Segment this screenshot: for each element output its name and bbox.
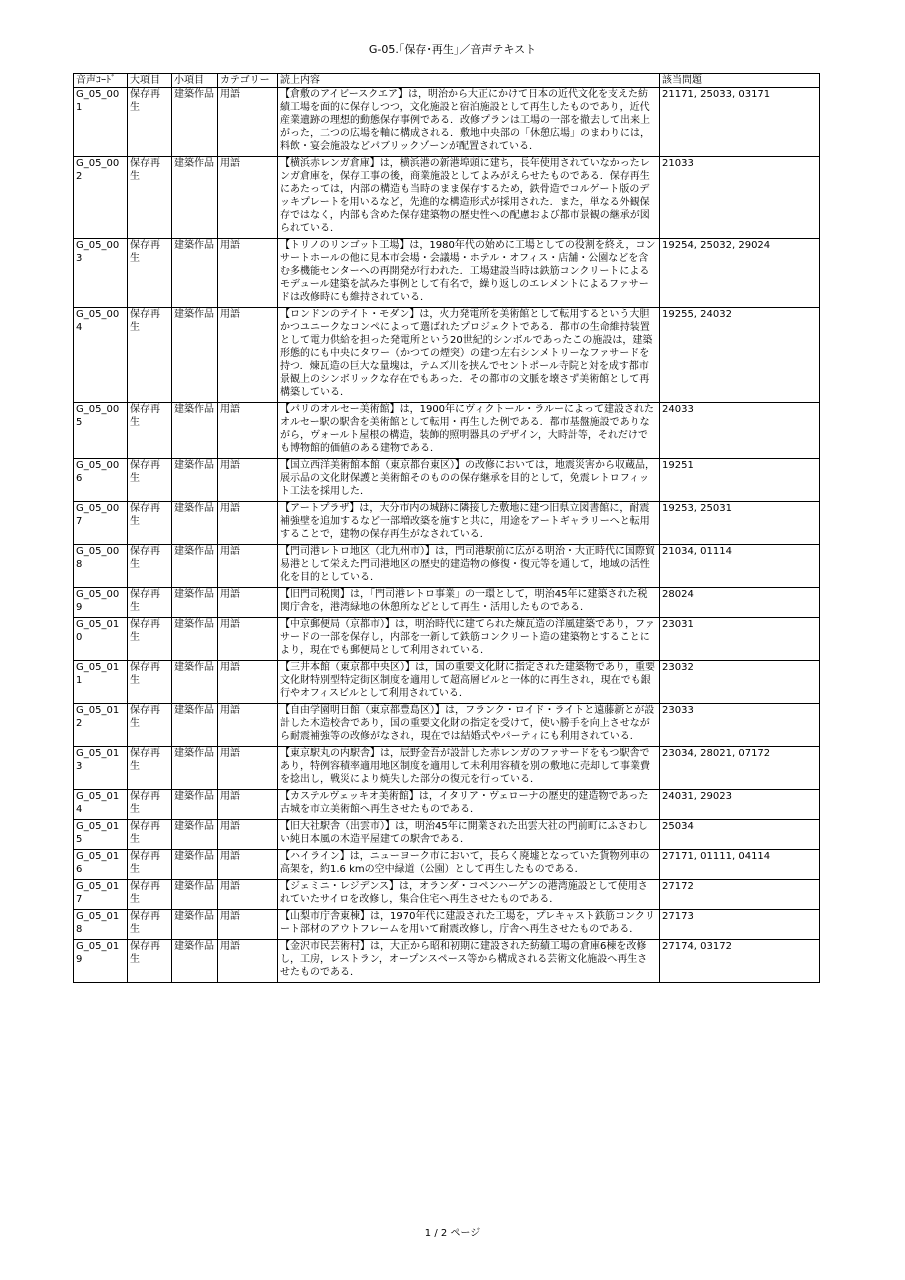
header-category: カテゴリー xyxy=(218,74,278,88)
related-questions-cell: 21034, 01114 xyxy=(660,545,820,588)
table-row xyxy=(74,502,820,545)
category-cell: 用語 xyxy=(218,588,278,618)
reading-text-cell: 【ロンドンのテイト・モダン】は，火力発電所を美術館として転用するという大胆かつユニークなコンペによって選ばれたプロジェクトである．都市の生命維持装置として電力供給を担った発電所という20世紀的シンボルであったこの施設は，建築形態的にも中央にタワー（かつての煙突）の建つ左右シンメトリーなファサードを持つ．煉瓦造の巨大な量塊は，テムズ川を挟んでセントポール寺院と対を成す都市景観上のシンボリックな存在でもあった．その都市の文脈を壊さず美術館として再構築している． xyxy=(278,308,660,403)
audio-code-cell: G_05_016 xyxy=(74,850,128,880)
audio-code-cell: G_05_012 xyxy=(74,704,128,747)
minor-item-cell: 建築作品 xyxy=(172,403,218,459)
reading-text-cell: 【ジェミニ・レジデンス】は，オランダ・コペンハーゲンの港湾施設として使用されていたサイロを改修し，集合住宅へ再生させたものである． xyxy=(278,880,660,910)
major-item-cell: 保存再生 xyxy=(128,88,172,157)
minor-item-cell: 建築作品 xyxy=(172,239,218,308)
major-item-cell: 保存再生 xyxy=(128,704,172,747)
minor-item-cell: 建築作品 xyxy=(172,502,218,545)
major-item-cell: 保存再生 xyxy=(128,820,172,850)
table-row xyxy=(74,661,820,704)
major-item-cell: 保存再生 xyxy=(128,880,172,910)
category-cell: 用語 xyxy=(218,704,278,747)
header-reading-text: 読上内容 xyxy=(278,74,660,88)
table-row xyxy=(74,910,820,940)
major-item-cell: 保存再生 xyxy=(128,747,172,790)
audio-code-cell: G_05_003 xyxy=(74,239,128,308)
audio-code-cell: G_05_019 xyxy=(74,940,128,983)
table-row xyxy=(74,588,820,618)
table-row xyxy=(74,747,820,790)
major-item-cell: 保存再生 xyxy=(128,910,172,940)
related-questions-cell: 27174, 03172 xyxy=(660,940,820,983)
minor-item-cell: 建築作品 xyxy=(172,940,218,983)
reading-text-cell: 【アートプラザ】は，大分市内の城跡に隣接した敷地に建つ旧県立図書館に，耐震補強壁を追加するなど一部増改築を施すと共に，用途をアートギャラリーへと転用することで，建物の保存再生がなされている． xyxy=(278,502,660,545)
page-number: 1 / 2 ページ xyxy=(424,1228,481,1239)
major-item-cell: 保存再生 xyxy=(128,545,172,588)
table-row xyxy=(74,459,820,502)
minor-item-cell: 建築作品 xyxy=(172,88,218,157)
category-cell: 用語 xyxy=(218,940,278,983)
minor-item-cell: 建築作品 xyxy=(172,820,218,850)
reading-text-cell: 【山梨市庁舎東棟】は，1970年代に建設された工場を，プレキャスト鉄筋コンクリート部材のアウトフレームを用いて耐震改修し，庁舎へ再生させたものである． xyxy=(278,910,660,940)
audio-code-cell: G_05_001 xyxy=(74,88,128,157)
category-cell: 用語 xyxy=(218,88,278,157)
minor-item-cell: 建築作品 xyxy=(172,618,218,661)
audio-code-cell: G_05_013 xyxy=(74,747,128,790)
related-questions-cell: 27173 xyxy=(660,910,820,940)
audio-code-cell: G_05_009 xyxy=(74,588,128,618)
minor-item-cell: 建築作品 xyxy=(172,459,218,502)
minor-item-cell: 建築作品 xyxy=(172,545,218,588)
category-cell: 用語 xyxy=(218,747,278,790)
major-item-cell: 保存再生 xyxy=(128,790,172,820)
header-minor-item: 小項目 xyxy=(172,74,218,88)
related-questions-cell: 23034, 28021, 07172 xyxy=(660,747,820,790)
category-cell: 用語 xyxy=(218,618,278,661)
major-item-cell: 保存再生 xyxy=(128,308,172,403)
reading-text-cell: 【ハイライン】は，ニューヨーク市において，長らく廃墟となっていた貨物列車の高架を，約1.6 kmの空中緑道（公園）として再生したものである． xyxy=(278,850,660,880)
table-row xyxy=(74,790,820,820)
related-questions-cell: 21033 xyxy=(660,157,820,239)
related-questions-cell: 25034 xyxy=(660,820,820,850)
table-row xyxy=(74,308,820,403)
reading-text-cell: 【旧門司税関】は，「門司港レトロ事業」の一環として，明治45年に建築された税関庁舎を，港湾緑地の休憩所などとして再生・活用したものである． xyxy=(278,588,660,618)
audio-code-cell: G_05_015 xyxy=(74,820,128,850)
minor-item-cell: 建築作品 xyxy=(172,588,218,618)
related-questions-cell: 19251 xyxy=(660,459,820,502)
major-item-cell: 保存再生 xyxy=(128,850,172,880)
related-questions-cell: 24031, 29023 xyxy=(660,790,820,820)
major-item-cell: 保存再生 xyxy=(128,239,172,308)
table-row xyxy=(74,618,820,661)
related-questions-cell: 28024 xyxy=(660,588,820,618)
related-questions-cell: 27171, 01111, 04114 xyxy=(660,850,820,880)
page-title: G-05.｢保存･再生｣／音声テキスト xyxy=(368,43,537,56)
table-row xyxy=(74,850,820,880)
category-cell: 用語 xyxy=(218,545,278,588)
audio-code-cell: G_05_002 xyxy=(74,157,128,239)
audio-code-cell: G_05_008 xyxy=(74,545,128,588)
category-cell: 用語 xyxy=(218,820,278,850)
category-cell: 用語 xyxy=(218,459,278,502)
audio-code-cell: G_05_006 xyxy=(74,459,128,502)
minor-item-cell: 建築作品 xyxy=(172,910,218,940)
category-cell: 用語 xyxy=(218,850,278,880)
minor-item-cell: 建築作品 xyxy=(172,308,218,403)
table-row xyxy=(74,88,820,157)
header-major-item: 大項目 xyxy=(128,74,172,88)
category-cell: 用語 xyxy=(218,880,278,910)
minor-item-cell: 建築作品 xyxy=(172,704,218,747)
table-row xyxy=(74,239,820,308)
minor-item-cell: 建築作品 xyxy=(172,747,218,790)
minor-item-cell: 建築作品 xyxy=(172,790,218,820)
category-cell: 用語 xyxy=(218,790,278,820)
table-row xyxy=(74,880,820,910)
reading-text-cell: 【門司港レトロ地区（北九州市）】は，門司港駅前に広がる明治・大正時代に国際貿易港として栄えた門司港地区の歴史的建造物の修復・復元等を通して，地域の活性化を目的としている． xyxy=(278,545,660,588)
category-cell: 用語 xyxy=(218,403,278,459)
audio-code-cell: G_05_011 xyxy=(74,661,128,704)
audio-code-cell: G_05_005 xyxy=(74,403,128,459)
related-questions-cell: 24033 xyxy=(660,403,820,459)
table-row xyxy=(74,403,820,459)
minor-item-cell: 建築作品 xyxy=(172,850,218,880)
reading-text-cell: 【横浜赤レンガ倉庫】は，横浜港の新港埠頭に建ち，長年使用されていなかったレンガ倉庫を，保存工事の後，商業施設としてよみがえらせたものである．保存再生にあたっては，内部の構造も当時のまま保存するため，鉄骨造でコルゲート版のデッキプレートを用いるなど，先進的な構造形式が採用された．また，単なる外観保存ではなく，内部も含めた保存建築物の歴史性への配慮および都市景観の継承が図られている． xyxy=(278,157,660,239)
major-item-cell: 保存再生 xyxy=(128,403,172,459)
related-questions-cell: 19254, 25032, 29024 xyxy=(660,239,820,308)
category-cell: 用語 xyxy=(218,157,278,239)
minor-item-cell: 建築作品 xyxy=(172,880,218,910)
reading-text-cell: 【カステルヴェッキオ美術館】は，イタリア・ヴェローナの歴史的建造物であった古城を市立美術館へ再生させたものである． xyxy=(278,790,660,820)
reading-text-cell: 【中京郵便局（京都市）】は，明治時代に建てられた煉瓦造の洋風建築であり，ファサードの一部を保存し，内部を一新して鉄筋コンクリート造の建築物とすることにより，現在でも郵便局として利用されている． xyxy=(278,618,660,661)
major-item-cell: 保存再生 xyxy=(128,588,172,618)
related-questions-cell: 23032 xyxy=(660,661,820,704)
major-item-cell: 保存再生 xyxy=(128,459,172,502)
audio-code-cell: G_05_017 xyxy=(74,880,128,910)
related-questions-cell: 19253, 25031 xyxy=(660,502,820,545)
reading-text-cell: 【東京駅丸の内駅舎】は，辰野金吾が設計した赤レンガのファサードをもつ駅舎であり，特例容積率適用地区制度を適用して未利用容積を別の敷地に売却して事業費を捻出し，戦災により焼失した部分の復元を行っている． xyxy=(278,747,660,790)
category-cell: 用語 xyxy=(218,239,278,308)
reading-text-cell: 【三井本館（東京都中央区）】は，国の重要文化財に指定された建築物であり，重要文化財特別型特定街区制度を適用して超高層ビルと一体的に再生され，現在でも銀行やオフィスビルとして利用されている． xyxy=(278,661,660,704)
related-questions-cell: 21171, 25033, 03171 xyxy=(660,88,820,157)
minor-item-cell: 建築作品 xyxy=(172,661,218,704)
reading-text-cell: 【自由学園明日館（東京都豊島区）】は，フランク・ロイド・ライトと遠藤新とが設計した木造校舎であり，国の重要文化財の指定を受けて，使い勝手を向上させながら耐震補強等の改修がなされ，現在では結婚式やパーティにも利用されている． xyxy=(278,704,660,747)
reading-text-cell: 【パリのオルセー美術館】は，1900年にヴィクトール・ラルーによって建設されたオルセー駅の駅舎を美術館として転用・再生した例である．都市基盤施設でありながら，ヴォールト屋根の構造，装飾的照明器具のデザイン，大時計等，それだけでも博物館的価値のある建物である． xyxy=(278,403,660,459)
related-questions-cell: 23031 xyxy=(660,618,820,661)
reading-text-cell: 【国立西洋美術館本館（東京都台東区）】の改修においては，地震災害から収蔵品，展示品の文化財保護と美術館そのものの保存継承を目的として，免震レトロフィット工法を採用した． xyxy=(278,459,660,502)
category-cell: 用語 xyxy=(218,910,278,940)
category-cell: 用語 xyxy=(218,308,278,403)
audio-text-table xyxy=(73,73,820,983)
audio-code-cell: G_05_007 xyxy=(74,502,128,545)
audio-code-cell: G_05_014 xyxy=(74,790,128,820)
minor-item-cell: 建築作品 xyxy=(172,157,218,239)
category-cell: 用語 xyxy=(218,502,278,545)
related-questions-cell: 27172 xyxy=(660,880,820,910)
table-row xyxy=(74,704,820,747)
table-row xyxy=(74,545,820,588)
header-audio-code: 音声ｺｰﾄﾞ xyxy=(74,74,128,88)
table-row xyxy=(74,940,820,983)
table-header-row xyxy=(74,74,820,88)
reading-text-cell: 【トリノのリンゴット工場】は，1980年代の始めに工場としての役割を終え，コンサートホールの他に見本市会場・会議場・ホテル・オフィス・店舗・公園などを含む多機能センターへの再開発が行われた．工場建設当時は鉄筋コンクリートによるモデュール建築を試みた事例として有名で，繰り返しのエレメントによるファサードは改修時にも維持されている． xyxy=(278,239,660,308)
major-item-cell: 保存再生 xyxy=(128,661,172,704)
header-related-questions: 該当問題 xyxy=(660,74,820,88)
major-item-cell: 保存再生 xyxy=(128,502,172,545)
audio-code-cell: G_05_004 xyxy=(74,308,128,403)
reading-text-cell: 【倉敷のアイビースクエア】は，明治から大正にかけて日本の近代文化を支えた紡績工場を面的に保存しつつ，文化施設と宿泊施設として再生したものであり，近代産業遺跡の理想的動態保存事例である．改修プランは工場の一部を撤去して出来上がった，二つの広場を軸に構成される．敷地中央部の「休憩広場」のまわりには，料飲・宴会施設などパブリックゾーンが配置されている． xyxy=(278,88,660,157)
related-questions-cell: 19255, 24032 xyxy=(660,308,820,403)
audio-code-cell: G_05_010 xyxy=(74,618,128,661)
category-cell: 用語 xyxy=(218,661,278,704)
major-item-cell: 保存再生 xyxy=(128,157,172,239)
table-row xyxy=(74,820,820,850)
related-questions-cell: 23033 xyxy=(660,704,820,747)
reading-text-cell: 【金沢市民芸術村】は，大正から昭和初期に建設された紡績工場の倉庫6棟を改修し，工房，レストラン，オープンスペース等から構成される芸術文化施設へ再生させたものである． xyxy=(278,940,660,983)
major-item-cell: 保存再生 xyxy=(128,940,172,983)
major-item-cell: 保存再生 xyxy=(128,618,172,661)
audio-code-cell: G_05_018 xyxy=(74,910,128,940)
reading-text-cell: 【旧大社駅舎（出雲市）】は，明治45年に開業された出雲大社の門前町にふさわしい純日本風の木造平屋建ての駅舎である． xyxy=(278,820,660,850)
table-row xyxy=(74,157,820,239)
